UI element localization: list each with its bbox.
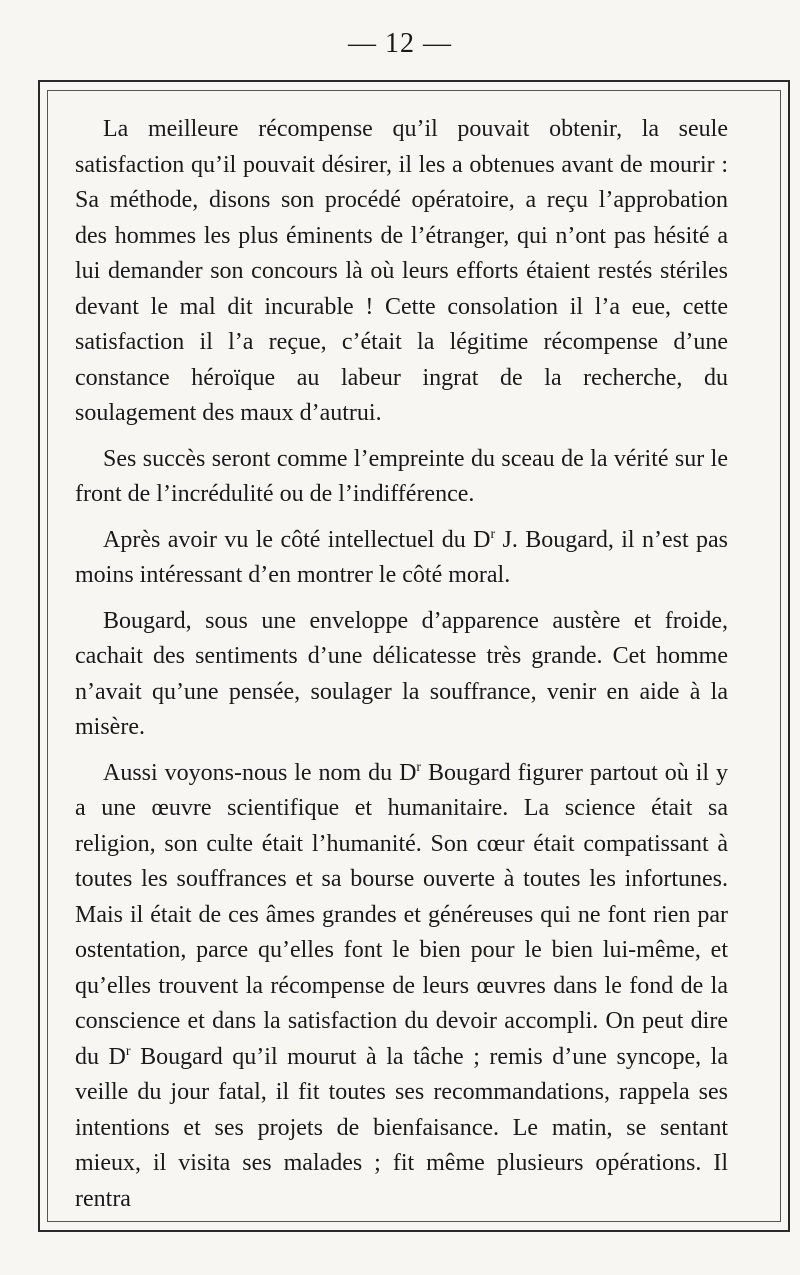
paragraph-3-text-before: Après avoir vu le côté intellectuel du D [103, 526, 491, 553]
paragraph-3 [75, 523, 728, 594]
paragraph-5-superscript-2: r [125, 1043, 131, 1059]
page-number: — 12 — [348, 28, 452, 59]
paragraph-5-text-middle: Bougard figurer partout où il y a une œuvre scientifique et humanitaire. La science était sa religion, son culte était l’humanité. Son cœur était compatissant à toutes les souffrances et sa bourse ouverte à toutes les infortunes. Mais il était de ces âmes grandes et généreuses qui ne font rien par ostentation, parce qu’elles font le bien pour le bien lui-même, et qu’elles trouvent la récompense de leurs œuvres dans le fond de la conscience et dans la satisfaction du devoir accompli. On peut dire du D [75, 759, 729, 1070]
paragraph-4-text: Bougard, sous une enveloppe d’apparence austère et froide, cachait des sentiments d’une délicatesse très grande. Cet homme n’avait qu’une pensée, soulager la souffrance, venir en aide à la misère. [75, 607, 728, 740]
paragraph-2 [75, 442, 728, 513]
paragraph-5-text-before: Aussi voyons-nous le nom du D [103, 759, 417, 786]
paragraph-5 [75, 756, 728, 1218]
paragraph-5-superscript-1: r [416, 759, 422, 775]
paragraph-1 [75, 112, 728, 432]
paragraph-3-text-after: J. Bougard, il n’est pas moins intéressant d’en montrer le côté moral. [75, 526, 728, 588]
body-text [75, 112, 728, 1227]
paragraph-2-text: Ses succès seront comme l’empreinte du sceau de la vérité sur le front de l’incrédulité ou de l’indifférence. [75, 445, 728, 507]
paragraph-3-superscript: r [490, 526, 496, 542]
paragraph-4 [75, 604, 728, 746]
paragraph-1-text: La meilleure récompense qu’il pouvait obtenir, la seule satisfaction qu’il pouvait désirer, il les a obtenues avant de mourir : Sa méthode, disons son procédé opératoire, a reçu l’approbation des hommes les plus éminents de l’étranger, qui n’ont pas hésité a lui demander son concours là où leurs efforts étaient restés stériles devant le mal dit incurable ! Cette consolation il l’a eue, cette satisfaction il l’a reçue, c’était la légitime récompense d’une constance héroïque au labeur ingrat de la recherche, du soulagement des maux d’autrui. [75, 116, 728, 426]
paragraph-5-text-after: Bougard qu’il mourut à la tâche ; remis d’une syncope, la veille du jour fatal, il fit toutes ses recommandations, rappela ses intentions et ses projets de bienfaisance. Le matin, se sentant mieux, il visita ses malades ; fit même plusieurs opérations. Il rentra [75, 1043, 728, 1212]
